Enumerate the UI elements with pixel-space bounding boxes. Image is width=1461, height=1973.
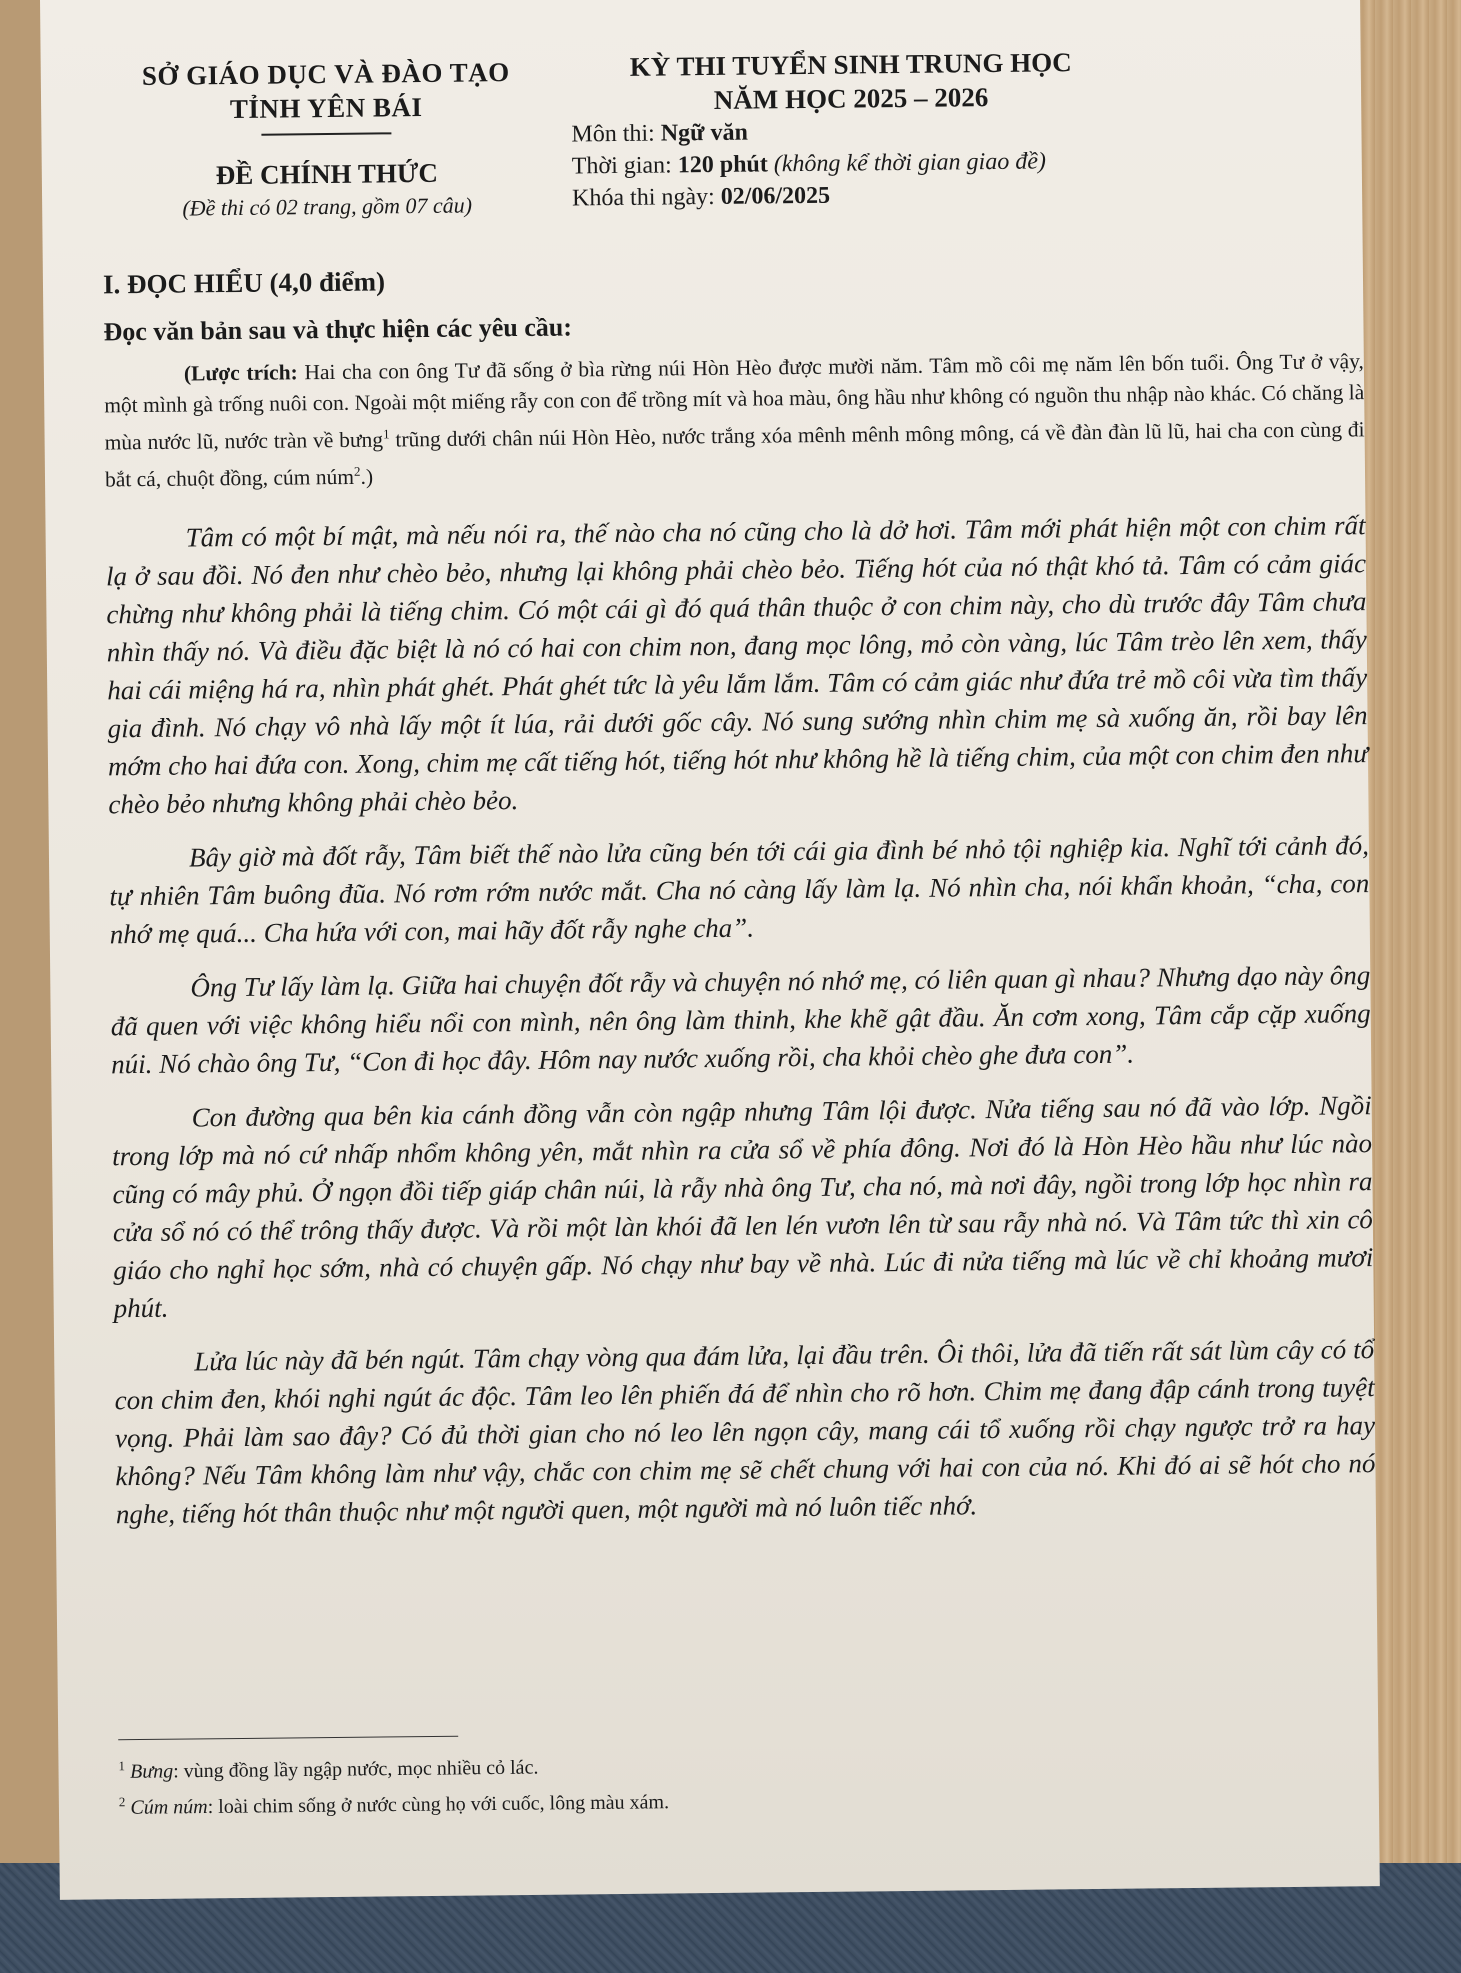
date-value: 02/06/2025 [720, 182, 831, 210]
instruction: Đọc văn bản sau và thực hiện các yêu cầu: [103, 312, 573, 347]
footnote-1: $^1$ Bưng: vùng đồng lầy ngập nước, mọc nhiều cỏ lác. [118, 1756, 539, 1783]
footnote-divider [118, 1736, 458, 1741]
header-left [101, 55, 553, 226]
footnote-2: $^2$ Cúm núm: loài chim sống ở nước cùng họ với cuốc, lông màu xám. [118, 1790, 670, 1819]
story-paragraph: Con đường qua bên kia cánh đồng vẫn còn ngập nhưng Tâm lội được. Nửa tiếng sau nó đã vào lớp. Ngồi trong lớp mà nó cứ nhấp nhổm không yên, mắt nhìn ra cửa sổ về phía đông. Nơi đó là Hòn Hèo hầu như lúc nào cũng có mây phủ. Ở ngọn đồi tiếp giáp chân núi, là rẫy nhà ông Tư, cha nó, mà nơi đây, ngồi trong lớp học nhìn ra cửa sổ nó có thể trông thấy được. Và rồi một làn khói đã len lén vươn lên từ sau rẫy nhà nó. Và Tâm tức thì xin cô giáo cho nghỉ học sớm, nhà có chuyện gấp. Nó chạy như bay về nhà. Lúc đi nửa tiếng mà lúc về chỉ khoảng mươi phút. [111, 1090, 1374, 1324]
header-divider [261, 132, 391, 135]
story-text [105, 506, 1376, 1549]
exam-paper [40, 0, 1380, 1900]
summary-paragraph: (Lược trích: Hai cha con ông Tư đã sống ở bìa rừng núi Hòn Hèo được mười năm. Tâm mồ côi mẹ năm lên bốn tuổi. Ông Tư ở vậy, một mình gà trống nuôi con. Ngoài một miếng rẫy con con để trồng mít và hoa màu, ông hầu như không có nguồn thu nhập nào khác. Có chăng là mùa nước lũ, nước tràn về bưng$^1$ trũng dưới chân núi Hòn Hèo, nước trắng xóa mênh mênh mông mông, cá về đàn đàn lũ lũ, hai cha con cùng đi bắt cá, chuột đồng, cúm núm$^2$.) [104, 349, 1365, 492]
time-value: 120 phút [677, 151, 768, 179]
story-paragraph: Bây giờ mà đốt rẫy, Tâm biết thế nào lửa cũng bén tới cái gia đình bé nhỏ tội nghiệp kia. Nghĩ tới cảnh đó, tự nhiên Tâm buông đũa. Nó rơm rớm nước mắt. Cha nó càng lấy làm lạ. Nó nhìn cha, nói khẩn khoản, “cha, con nhớ mẹ quá... Cha hứa với con, mai hãy đốt rẫy nghe cha”. [109, 830, 1370, 950]
province-name: TỈNH YÊN BÁI [229, 92, 423, 125]
department-name: SỞ GIÁO DỤC VÀ ĐÀO TẠO [141, 57, 510, 91]
footnote-ref-2: 2 [353, 463, 361, 479]
subject-value: Ngữ văn [660, 119, 749, 147]
footnote-ref-1: 1 [382, 426, 390, 442]
exam-title: KỲ THI TUYỂN SINH TRUNG HỌC [629, 47, 1072, 82]
story-paragraph: Tâm có một bí mật, mà nếu nói ra, thế nào cha nó cũng cho là dở hơi. Tâm mới phát hiện một con chim rất lạ ở sau đồi. Nó đen như chèo bẻo, nhưng lại không phải chèo bẻo. Tiếng hót của nó thật khó tả. Tâm có cảm giác chừng như không phải là tiếng chim. Có một cái gì đó quá thân thuộc ở con chim này, cho dù trước đây Tâm chưa nhìn thấy nó. Và điều đặc biệt là nó có hai con chim non, đang mọc lông, mỏ còn vàng, lúc Tâm trèo lên xem, thấy hai cái miệng há ra, nhìn phát ghét. Phát ghét tức là yêu lắm lắm. Tâm có cảm giác như đứa trẻ mồ côi vừa tìm thấy gia đình. Nó chạy vô nhà lấy một ít lúa, rải dưới gốc cây. Nó sung sướng nhìn chim mẹ sà xuống ăn, rồi bay lên mớm cho hai đứa con. Xong, chim mẹ cất tiếng hót, tiếng hót như không hề là tiếng chim, của một con chim đen như chèo bẻo nhưng không phải chèo bẻo. [105, 510, 1369, 820]
section-title: I. ĐỌC HIỂU (4,0 điểm) [102, 266, 386, 300]
summary-label: (Lược trích: [183, 360, 298, 386]
school-year: NĂM HỌC 2025 – 2026 [713, 82, 989, 115]
time-line: Thời gian: 120 phút (không kể thời gian giao đề) [571, 148, 1047, 180]
time-note: (không kể thời gian giao đề) [767, 148, 1047, 178]
story-paragraph: Lửa lúc này đã bén ngút. Tâm chạy vòng qua đám lửa, lại đầu trên. Ôi thôi, lửa đã tiến rất sát lùm cây có tổ con chim đen, khói nghi ngút ác độc. Tâm leo lên phiến đá để nhìn cho rõ hơn. Chim mẹ đang đập cánh trong tuyệt vọng. Phải làm sao đây? Có đủ thời gian cho nó leo lên ngọn cây, mang cái tổ xuống rồi chạy ngược trở ra hay không? Nếu Tâm không làm như vậy, chắc con chim mẹ sẽ chết chung với hai con của nó. Khi đó ai sẽ hót cho nó nghe, tiếng hót thân thuộc như một người quen, một người mà nó luôn tiếc nhớ. [114, 1334, 1376, 1530]
date-line: Khóa thi ngày: 02/06/2025 [571, 182, 831, 212]
footnotes [118, 1739, 1319, 1823]
story-paragraph: Ông Tư lấy làm lạ. Giữa hai chuyện đốt rẫy và chuyện nó nhớ mẹ, có liên quan gì nhau? Nhưng dạo này ông đã quen với việc không hiểu nổi con mình, nên ông làm thinh, khe khẽ gật đầu. Ăn cơm xong, Tâm cắp cặp xuống núi. Nó chào ông Tư, “Con đi học đây. Hôm nay nước xuống rồi, cha khỏi chèo ghe đưa con”. [110, 960, 1371, 1080]
page-note: (Đề thi có 02 trang, gồm 07 câu) [182, 192, 473, 221]
subject-line: Môn thi: Ngữ văn [571, 119, 749, 148]
official-label: ĐỀ CHÍNH THỨC [215, 157, 439, 191]
header-right [571, 44, 1213, 215]
